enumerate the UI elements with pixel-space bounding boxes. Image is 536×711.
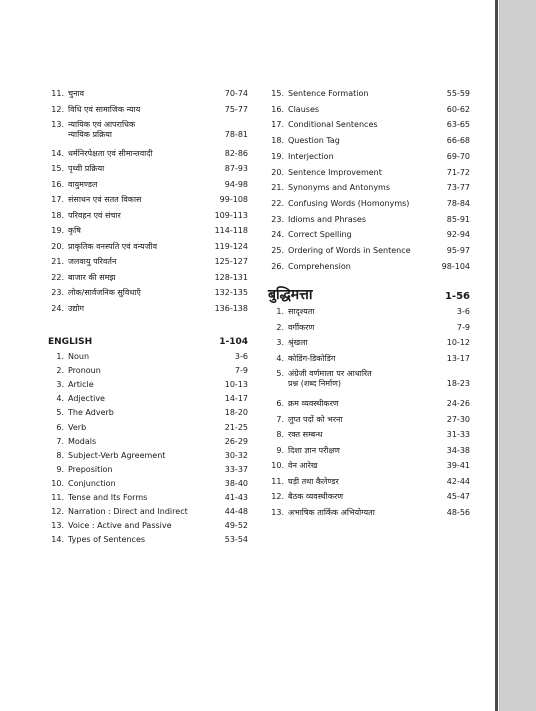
toc-entry-number: 13.	[271, 507, 284, 517]
toc-entry-title	[68, 273, 115, 283]
toc-entry-pages: 63-65	[446, 120, 470, 130]
toc-entry-number: 25.	[271, 246, 284, 255]
toc-entry-pages: 49-52	[224, 521, 248, 531]
toc-entry-title-line: वायुमण्डल	[68, 179, 98, 189]
toc-entry-title-line: Types of Sentences	[68, 535, 146, 545]
toc-entry-title-line: क्रम व्यवस्थीकरण	[288, 399, 339, 408]
toc-entry-number: 18.	[51, 210, 64, 220]
toc-entry-title	[288, 415, 343, 425]
toc-entry-pages: 70-74	[224, 89, 248, 98]
toc-entry-pages: 27-30	[446, 414, 470, 424]
toc-entry-pages: 33-37	[224, 464, 248, 474]
toc-entry-number: 9.	[276, 445, 284, 455]
toc-entry-number: 12.	[51, 507, 64, 517]
toc-entry-number: 19.	[271, 151, 284, 161]
section-heading-title: ENGLISH	[48, 337, 93, 347]
toc-entry-number: 1.	[56, 352, 64, 361]
toc-entry-pages: 21-25	[224, 422, 248, 432]
toc-entry-number: 6.	[276, 399, 284, 408]
toc-entry-title-line: वर्गीकरण	[288, 322, 315, 332]
toc-entry-title-line: लोक/सार्वजनिक सुविधाएँ	[68, 288, 141, 297]
toc-entry-number: 18.	[271, 136, 284, 146]
section-heading	[268, 287, 470, 303]
toc-entry-title-line: धर्मनिरपेक्षता एवं सीमान्तवादी	[68, 148, 153, 158]
background-margin	[500, 0, 536, 711]
toc-entry-title	[68, 394, 105, 404]
toc-entry-number: 19.	[51, 226, 64, 235]
toc-entry-number: 20.	[51, 241, 64, 251]
toc-entry-title-line: Idioms and Phrases	[288, 214, 366, 224]
toc-entry-title	[68, 304, 84, 314]
toc-entry-title	[288, 168, 382, 178]
toc-entry-pages: 24-26	[446, 399, 470, 408]
toc-entry-title	[288, 461, 317, 471]
toc-entry-title	[68, 149, 153, 159]
toc-entry-title-line: Subject-Verb Agreement	[68, 450, 166, 460]
toc-entry-number: 16.	[51, 179, 64, 189]
toc-entry-title	[288, 323, 314, 333]
section-heading-pages: 1-56	[444, 291, 470, 302]
toc-entry-title-line: Narration : Direct and Indirect	[68, 507, 188, 517]
toc-entry-number: 3.	[56, 380, 64, 390]
toc-entry-number: 5.	[276, 369, 284, 378]
toc-entry-title-line: सादृश्यता	[288, 307, 315, 316]
toc-entry-pages: 132-135	[214, 288, 248, 297]
toc-entry-pages: 94-98	[224, 179, 248, 189]
toc-entry-title	[68, 105, 140, 115]
toc-entry-title	[288, 338, 308, 348]
toc-entry-pages: 48-56	[446, 507, 470, 517]
toc-entry-number: 10.	[51, 478, 64, 488]
toc-entry-number: 5.	[56, 408, 64, 418]
toc-entry-number: 24.	[271, 230, 284, 240]
toc-entry-number: 8.	[276, 430, 284, 439]
toc-entry-title	[68, 507, 188, 517]
toc-entry-pages: 30-32	[224, 450, 248, 460]
toc-entry-number: 14.	[51, 535, 64, 545]
toc-entry-title-line: Voice : Active and Passive	[68, 521, 172, 531]
toc-entry-title	[288, 152, 334, 162]
toc-entry-title-line: Tense and Its Forms	[68, 493, 148, 502]
toc-entry-title-line: रक्त सम्बन्ध	[288, 430, 323, 439]
toc-entry-number: 13.	[51, 521, 64, 531]
toc-entry-title	[288, 430, 322, 440]
toc-entry-title	[68, 195, 141, 205]
toc-entry-title	[288, 446, 340, 456]
toc-entry-title-line: जलवायु परिवर्तन	[68, 257, 117, 266]
toc-entry-pages: 125-127	[214, 257, 248, 266]
toc-entry-title	[68, 180, 97, 190]
toc-entry-title-line: Clauses	[288, 104, 320, 114]
toc-entry-number: 15.	[271, 89, 284, 98]
toc-entry-title	[288, 508, 375, 518]
section-heading-title: बुद्धिमत्ता	[268, 287, 313, 303]
toc-entry-title-line: Ordering of Words in Sentence	[288, 246, 411, 255]
toc-entry-pages: 3-6	[234, 352, 248, 361]
toc-entry-number: 12.	[271, 492, 284, 501]
toc-entry-pages: 3-6	[456, 307, 470, 316]
toc-entry-pages: 66-68	[446, 136, 470, 146]
toc-entry-title-line: विधि एवं सामाजिक न्याय	[68, 104, 141, 114]
toc-entry-title	[68, 493, 147, 503]
toc-entry-number: 22.	[271, 198, 284, 208]
toc-entry-title	[68, 451, 165, 461]
toc-entry-number: 26.	[271, 261, 284, 271]
toc-entry-title	[288, 89, 368, 99]
toc-entry-title-line: Sentence Improvement	[288, 167, 382, 177]
toc-entry-title	[68, 366, 101, 376]
toc-entry-number: 16.	[271, 104, 284, 114]
toc-entry-pages: 85-91	[446, 214, 470, 224]
toc-entry-pages: 44-48	[224, 507, 248, 517]
toc-entry-number: 2.	[276, 322, 284, 332]
toc-entry-pages: 60-62	[446, 104, 470, 114]
toc-entry-title-line: न्यायिक प्रक्रिया	[68, 130, 112, 139]
toc-entry-number: 3.	[276, 338, 284, 347]
toc-entry-title-line: परिवहन एवं संचार	[68, 210, 121, 220]
toc-entry-title-line: कृषि	[68, 226, 81, 235]
section-heading	[48, 337, 248, 348]
toc-entry-pages: 109-113	[214, 210, 248, 220]
toc-entry-title-line: दिशा ज्ञान परीक्षण	[288, 445, 340, 455]
toc-entry-pages: 92-94	[446, 230, 470, 240]
toc-entry-pages: 98-104	[441, 261, 470, 271]
toc-entry-number: 11.	[271, 476, 284, 486]
toc-entry-title	[288, 262, 351, 272]
section-heading-pages: 1-104	[219, 337, 248, 347]
toc-entry-number: 11.	[51, 89, 64, 98]
toc-entry-pages: 87-93	[224, 164, 248, 173]
toc-entry-title-line: अंग्रेजी वर्णमाला पर आधारित	[288, 369, 372, 378]
toc-entry-title-line: Pronoun	[68, 366, 101, 376]
toc-entry-title-line: पृथ्वी प्रक्रिया	[68, 164, 105, 173]
toc-entry-title	[68, 211, 121, 221]
toc-entry-pages: 14-17	[224, 394, 248, 404]
toc-entry-title	[68, 164, 104, 174]
toc-entry-title	[288, 105, 319, 115]
toc-entry-title	[68, 257, 116, 267]
toc-entry-title-line: लुप्त पदों को भरना	[288, 414, 343, 424]
toc-entry-title	[68, 352, 89, 362]
toc-entry-pages: 26-29	[224, 436, 248, 446]
toc-entry-title	[288, 307, 314, 317]
toc-entry-pages: 18-20	[224, 408, 248, 418]
toc-entry-title	[68, 120, 135, 140]
toc-entry-number: 17.	[271, 120, 284, 130]
toc-entry-title-line: संसाधन एवं सतत विकास	[68, 195, 142, 204]
toc-entry-number: 24.	[51, 303, 64, 313]
toc-entry-pages: 128-131	[214, 272, 248, 282]
toc-entry-pages: 7-9	[456, 322, 470, 332]
toc-entry-number: 22.	[51, 272, 64, 282]
toc-entry-title	[288, 136, 340, 146]
toc-entry-pages: 7-9	[234, 366, 248, 376]
toc-entry-number: 7.	[276, 414, 284, 424]
toc-entry-number: 14.	[51, 148, 64, 158]
toc-entry-title-line: घड़ी तथा कैलेण्डर	[288, 476, 339, 486]
toc-entry-title-line: Synonyms and Antonyms	[288, 183, 391, 193]
toc-entry-pages: 39-41	[446, 461, 470, 470]
toc-entry-pages: 55-59	[446, 89, 470, 98]
toc-entry-pages: 78-81	[224, 130, 248, 139]
toc-entry-title	[68, 535, 145, 545]
toc-entry-title	[288, 246, 411, 256]
toc-entry-number: 10.	[271, 461, 284, 470]
toc-entry-pages: 13-17	[446, 353, 470, 363]
toc-entry-number: 21.	[271, 183, 284, 193]
toc-entry-title	[68, 423, 86, 433]
toc-entry-pages: 69-70	[446, 151, 470, 161]
toc-entry-title-line: Correct Spelling	[288, 230, 352, 240]
toc-entry-pages: 73-77	[446, 183, 470, 193]
toc-entry-pages: 95-97	[446, 246, 470, 255]
page-edge-shadow	[495, 0, 498, 711]
toc-entry-title	[288, 477, 339, 487]
toc-entry-number: 7.	[56, 436, 64, 446]
toc-entry-number: 23.	[271, 214, 284, 224]
toc-entry-pages: 71-72	[446, 167, 470, 177]
toc-entry-pages: 10-13	[224, 380, 248, 390]
toc-entry-number: 20.	[271, 167, 284, 177]
toc-entry-title-line: उद्योग	[68, 303, 84, 313]
toc-entry-title	[68, 437, 96, 447]
toc-entry-number: 12.	[51, 104, 64, 114]
toc-entry-title	[288, 120, 378, 130]
toc-entry-title	[68, 521, 172, 531]
toc-entry-number: 1.	[276, 307, 284, 316]
toc-entry-title-line: Preposition	[68, 464, 113, 474]
toc-entry-pages: 78-84	[446, 198, 470, 208]
toc-entry-title-line: प्रश्न (शब्द निर्माण)	[288, 379, 342, 388]
toc-entry-title-line: बाजार की समझ	[68, 272, 116, 282]
toc-entry-title-line: Sentence Formation	[288, 89, 369, 98]
toc-entry-number: 4.	[56, 394, 64, 404]
toc-entry-title	[68, 89, 84, 99]
toc-entry-title	[288, 354, 335, 364]
toc-entry-title-line: Adjective	[68, 394, 105, 404]
toc-entry-title	[288, 199, 409, 209]
toc-entry-title	[288, 399, 339, 409]
toc-entry-number: 8.	[56, 450, 64, 460]
toc-entry-title	[288, 369, 372, 389]
toc-entry-number: 13.	[51, 120, 64, 129]
toc-entry-title-line: प्राकृतिक वनस्पति एवं वन्यजीव	[68, 241, 158, 251]
toc-entry-title	[68, 380, 94, 390]
toc-entry-pages: 53-54	[224, 535, 248, 545]
toc-entry-number: 21.	[51, 257, 64, 266]
toc-entry-title	[68, 408, 114, 418]
toc-entry-title	[288, 215, 366, 225]
toc-entry-title-line: Article	[68, 380, 94, 390]
toc-entry-pages: 136-138	[214, 303, 248, 313]
toc-entry-title-line: Confusing Words (Homonyms)	[288, 198, 410, 208]
toc-entry-pages: 18-23	[446, 379, 470, 388]
toc-entry-pages: 41-43	[224, 493, 248, 502]
toc-entry-title-line: वेन आरेख	[288, 461, 318, 470]
toc-entry-title	[288, 183, 390, 193]
toc-entry-title-line: Question Tag	[288, 136, 340, 146]
toc-entry-pages: 31-33	[446, 430, 470, 439]
toc-entry-title-line: चुनाव	[68, 89, 85, 98]
toc-entry-pages: 75-77	[224, 104, 248, 114]
toc-entry-title-line: Verb	[68, 422, 87, 432]
toc-entry-number: 4.	[276, 353, 284, 363]
toc-entry-title	[68, 288, 141, 298]
toc-entry-title-line: Noun	[68, 352, 90, 361]
toc-entry-number: 15.	[51, 164, 64, 173]
toc-entry-title-line: न्यायिक एवं आपराधिक	[68, 120, 136, 129]
toc-entry-title-line: अभाषिक तार्किक अभियोग्यता	[288, 507, 375, 517]
toc-entry-pages: 119-124	[214, 241, 248, 251]
toc-entry-number: 9.	[56, 464, 64, 474]
toc-entry-title	[68, 242, 157, 252]
toc-entry-number: 2.	[56, 366, 64, 376]
toc-entry-title-line: Modals	[68, 436, 97, 446]
toc-entry-title-line: Conditional Sentences	[288, 120, 378, 130]
toc-entry-title-line: Comprehension	[288, 261, 351, 271]
toc-entry-title	[68, 479, 116, 489]
toc-entry-title	[288, 492, 343, 502]
toc-entry-number: 17.	[51, 195, 64, 204]
toc-entry-number: 23.	[51, 288, 64, 297]
toc-entry-pages: 45-47	[446, 492, 470, 501]
toc-entry-pages: 42-44	[446, 476, 470, 486]
toc-entry-title	[288, 230, 352, 240]
toc-entry-title-line: कोडिंग-डिकोडिंग	[288, 353, 336, 363]
toc-entry-pages: 99-108	[219, 195, 248, 204]
toc-entry-title	[68, 465, 112, 475]
toc-entry-title-line: श्रृंखला	[288, 338, 308, 347]
toc-entry-title-line: Interjection	[288, 151, 334, 161]
toc-entry-number: 11.	[51, 493, 64, 502]
toc-entry-pages: 82-86	[224, 148, 248, 158]
toc-entry-pages: 10-12	[446, 338, 470, 347]
toc-entry-title	[68, 226, 81, 236]
toc-entry-title-line: Conjunction	[68, 478, 116, 488]
toc-entry-pages: 34-38	[446, 445, 470, 455]
toc-entry-title-line: बैठक व्यवस्थीकरण	[288, 492, 344, 501]
toc-entry-title-line: The Adverb	[68, 408, 114, 418]
toc-entry-number: 6.	[56, 422, 64, 432]
toc-entry-pages: 38-40	[224, 478, 248, 488]
toc-entry-pages: 114-118	[214, 226, 248, 235]
